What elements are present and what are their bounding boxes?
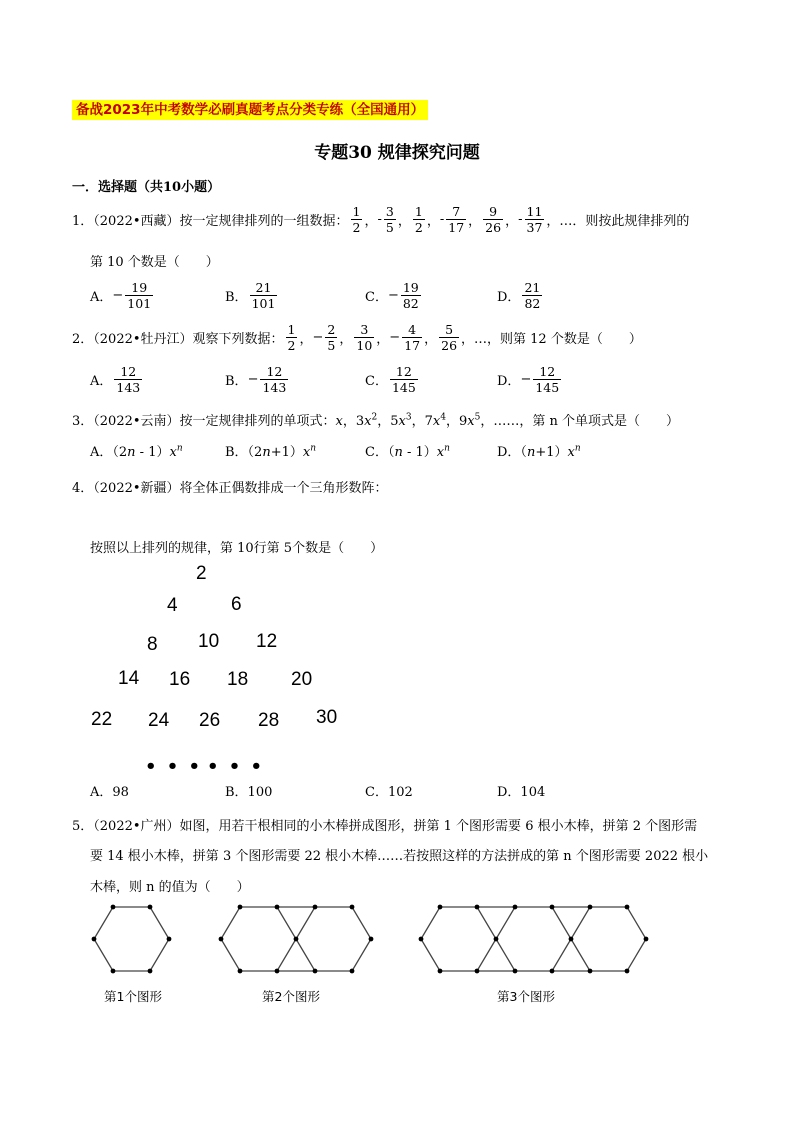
q4-option-a[interactable]: A．98 (90, 785, 129, 800)
q2-stem: 2．（2022•牡丹江）观察下列数据： $\frac{1}{2}$ ， − $\frac{2}{5}$ ， $\frac{3}{10}$ ， − $\frac{4}{17}$ ， $\frac{5}{26}$ ，…，则第 12 个数是（ ） (72, 322, 642, 353)
q1-seq-5: $\frac{9}{26}$ (485, 204, 502, 235)
q3-term-1: x (335, 414, 343, 429)
q5-line2: 要 14 根小木棒，拼第 3 个图形需要 22 根小木棒……若按照这样的方法拼成的第 n 个图形需要 2022 根小 (90, 849, 709, 864)
q4-option-c[interactable]: C．102 (365, 785, 413, 800)
triangle-number: 6 (231, 594, 242, 615)
triangle-number: 14 (118, 668, 140, 689)
q1-line2: 第 10 个数是（ ） (90, 255, 219, 270)
triangle-number: 16 (169, 669, 191, 690)
triangle-number: 28 (258, 710, 280, 731)
figure-2-label: 第2个图形 (262, 989, 320, 1004)
figure-1-label: 第1个图形 (104, 989, 162, 1004)
q3-option-d[interactable]: D．$(n+1)x^n$ (497, 443, 581, 460)
q2-seq-4: $\frac{4}{17}$ (404, 322, 421, 353)
triangle-number: 4 (167, 595, 178, 616)
q1-option-b[interactable]: B． $\frac{21}{101}$ (225, 280, 276, 311)
q1-seq-4: $\frac{7}{17}$ (448, 204, 465, 235)
triangle-number: 12 (256, 631, 278, 652)
triangle-number: 20 (291, 669, 313, 690)
q3-stem: 3．（2022•云南）按一定规律排列的单项式：x，$3x^2$，$5x^3$，$7x^4$，$9x^5$，……，第 n 个单项式是（ ） (72, 412, 679, 429)
triangle-number: 8 (147, 634, 158, 655)
figure-1-dots (92, 905, 172, 974)
q1-seq-3: $\frac{1}{2}$ (414, 204, 423, 235)
triangle-number: 22 (91, 709, 113, 730)
q1-suffix: ，…．则按此规律排列的 (546, 214, 690, 229)
page-title: 专题30 规律探究问题 (314, 143, 480, 163)
q3-option-b[interactable]: B．$(2n+1)x^n$ (225, 443, 317, 460)
q2-option-b[interactable]: B． − $\frac{12}{143}$ (225, 364, 287, 395)
q2-option-d[interactable]: D． − $\frac{12}{145}$ (497, 364, 560, 395)
q2-option-a[interactable]: A． $\frac{12}{143}$ (90, 364, 141, 395)
q3-option-a[interactable]: A．$(2n - 1)x^n$ (90, 443, 183, 460)
triangle-number: 10 (198, 631, 220, 652)
figure-3-label: 第3个图形 (497, 989, 555, 1004)
q2-option-c[interactable]: C． $\frac{12}{145}$ (365, 364, 416, 395)
q1-seq-2: $\frac{3}{5}$ (385, 204, 394, 235)
q4-question: 按照以上排列的规律，第 10行第 5个数是（ ） (90, 541, 384, 556)
figure-1 (94, 907, 169, 971)
q1-option-c[interactable]: C． − $\frac{19}{82}$ (365, 280, 419, 311)
triangle-number: 30 (316, 707, 338, 728)
q4-stem: 4．（2022•新疆）将全体正偶数排成一个三角形数阵： (72, 481, 388, 496)
q4-option-b[interactable]: B．100 (225, 785, 273, 800)
figure-3 (421, 907, 646, 971)
q1-seq-6: $\frac{11}{37}$ (526, 204, 543, 235)
q5-line1: 5．（2022•广州）如图，用若干根相同的小木棒拼成图形，拼第 1 个图形需要 6 根小木棒，拼第 2 个图形需 (72, 819, 698, 834)
triangle-number: 26 (199, 710, 221, 731)
figure-2-dots (219, 905, 374, 974)
q2-seq-5: $\frac{5}{26}$ (441, 322, 458, 353)
q1-seq-1: $\frac{1}{2}$ (352, 204, 361, 235)
q5-line3: 木棒，则 n 的值为（ ） (90, 880, 250, 895)
banner: 备战2023年中考数学必刷真题考点分类专练（全国通用） (72, 100, 428, 120)
q3-option-c[interactable]: C．$(n - 1)x^n$ (365, 443, 450, 460)
q1-option-a[interactable]: A． − $\frac{19}{101}$ (90, 280, 152, 311)
triangle-number: 2 (196, 563, 207, 584)
triangle-number: 18 (227, 669, 249, 690)
q1-stem: 1．（2022•西藏）按一定规律排列的一组数据： $\frac{1}{2}$ ， - $\frac{3}{5}$ ， $\frac{1}{2}$ ， - $\frac{7}{17}$ ， $\frac{9}{26}$ ， - $\frac{11}{37}$ ，…．则按此规律排列的 (72, 204, 690, 235)
q1-prefix: 1．（2022•西藏）按一定规律排列的一组数据： (72, 214, 349, 229)
figure-3-dots (419, 905, 649, 974)
q1-option-d[interactable]: D． $\frac{21}{82}$ (497, 280, 541, 311)
ellipsis-dots: • • • (145, 756, 203, 777)
q4-option-d[interactable]: D．104 (497, 785, 546, 800)
section-heading: 一．选择题（共10小题） (72, 180, 221, 195)
q2-seq-3: $\frac{3}{10}$ (356, 322, 373, 353)
q2-seq-2: $\frac{2}{5}$ (327, 322, 336, 353)
triangle-number: 24 (148, 710, 170, 731)
hexagon-figures (0, 895, 794, 985)
ellipsis-dots: • • • (207, 756, 265, 777)
q2-seq-1: $\frac{1}{2}$ (287, 322, 296, 353)
